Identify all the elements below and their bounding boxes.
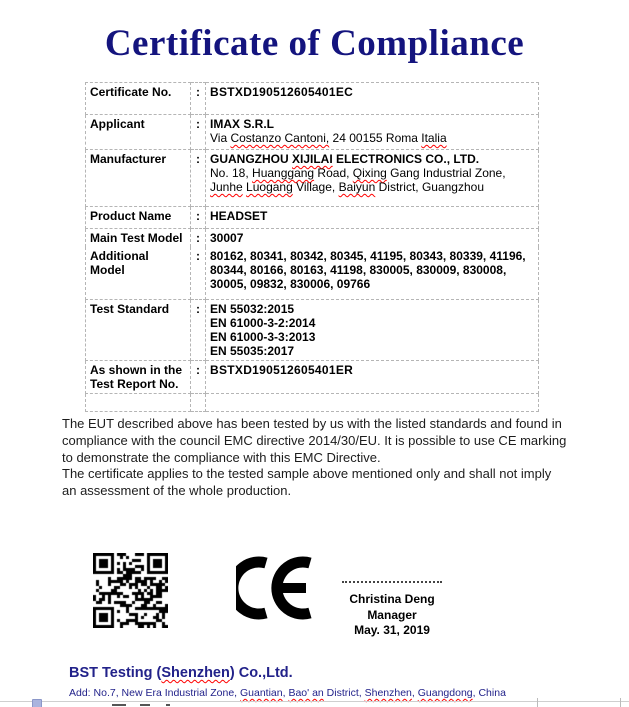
colon-separator: : — [191, 83, 206, 115]
test-standard-line: EN 61000-3-3:2013 — [210, 329, 316, 344]
ce-mark-icon — [236, 556, 314, 620]
statement-paragraph-1: The EUT described above has been tested by us with the listed standards and found in compliance with the council EMC directive 2014/30/EU. It is possible to use CE marking to demonstrate the compliance with this EMC Directive. — [62, 416, 567, 465]
cutoff-table-tick — [537, 698, 538, 707]
certificate-no-label: Certificate No. — [86, 83, 191, 115]
cutoff-table-tick — [620, 698, 621, 707]
applicant-label: Applicant — [86, 115, 191, 150]
colon-separator: : — [191, 360, 206, 393]
colon-separator: : — [191, 150, 206, 207]
test-standard-line: EN 61000-3-2:2014 — [210, 315, 316, 330]
applicant-company: IMAX S.R.L — [210, 117, 275, 131]
product-name-label: Product Name — [86, 207, 191, 229]
colon-separator: : — [191, 299, 206, 360]
table-row-empty — [86, 393, 539, 411]
signatory-name: Christina Deng — [349, 592, 435, 606]
footer-address: Add: No.7, New Era Industrial Zone, Guantian, Bao' an District, Shenzhen, Guangdong, China — [69, 687, 506, 699]
colon-separator: : — [191, 115, 206, 150]
manufacturer-label: Manufacturer — [86, 150, 191, 207]
test-standard-value — [206, 299, 539, 360]
colon-separator: : — [191, 247, 206, 299]
table-row-certificate-no — [86, 83, 539, 115]
table-row-main-test-model — [86, 229, 539, 248]
additional-model-value: 80162, 80341, 80342, 80345, 41195, 80343, 80339, 41196, 80344, 80166, 80163, 41198, 830005, 830009, 830008, 30005, 09832, 830006, 09766 — [206, 247, 539, 299]
test-standard-line: EN 55035:2017 — [210, 343, 295, 358]
additional-model-label: Additional Model — [86, 247, 191, 299]
table-row-product-name — [86, 207, 539, 229]
main-test-model-value: 30007 — [206, 229, 539, 248]
manufacturer-value — [206, 150, 539, 207]
manufacturer-company: GUANGZHOU XIJILAI ELECTRONICS CO., LTD. — [210, 152, 480, 166]
signatory-role: Manager — [367, 607, 417, 622]
applicant-value — [206, 115, 539, 150]
table-row-manufacturer — [86, 150, 539, 207]
certificate-title: Certificate of Compliance — [104, 23, 525, 64]
table-row-applicant — [86, 115, 539, 150]
certificate-no-value: BSTXD190512605401EC — [206, 83, 539, 115]
colon-separator: : — [191, 207, 206, 229]
manufacturer-address: No. 18, Huanggang Road, Qixing Gang Industrial Zone, Junhe Luogang Village, Baiyun District, Guangzhou — [210, 166, 506, 194]
page-bottom-divider — [0, 701, 629, 702]
product-name-value: HEADSET — [206, 207, 539, 229]
test-report-label: As shown in the Test Report No. — [86, 360, 191, 393]
table-row-additional-model — [86, 247, 539, 299]
signature-date: May. 31, 2019 — [354, 623, 430, 637]
qr-code-icon — [93, 553, 168, 628]
cutoff-text-fragment — [140, 704, 150, 706]
table-row-test-standard — [86, 299, 539, 360]
cutoff-text-fragment — [166, 704, 170, 706]
test-standard-line: EN 55032:2015 — [210, 301, 295, 316]
colon-separator: : — [191, 229, 206, 248]
footer-company-name: BST Testing (Shenzhen) Co.,Ltd. — [69, 665, 293, 681]
empty-cell — [191, 393, 206, 411]
test-report-value: BSTXD190512605401ER — [206, 360, 539, 393]
main-test-model-label: Main Test Model — [86, 229, 191, 248]
applicant-address: Via Costanzo Cantoni, 24 00155 Roma Italia — [210, 131, 447, 145]
statement-paragraph-2: The certificate applies to the tested sample above mentioned only and shall not imply an assessment of the whole production. — [62, 466, 552, 499]
compliance-statement — [62, 416, 569, 500]
empty-cell — [206, 393, 539, 411]
table-row-test-report-no — [86, 360, 539, 393]
compliance-table — [85, 82, 539, 412]
signature-dotted-line — [342, 581, 442, 583]
page-icon — [32, 699, 42, 707]
signature-block — [330, 581, 454, 639]
empty-cell — [86, 393, 191, 411]
cutoff-text-fragment — [112, 704, 126, 706]
test-standard-label: Test Standard — [86, 299, 191, 360]
